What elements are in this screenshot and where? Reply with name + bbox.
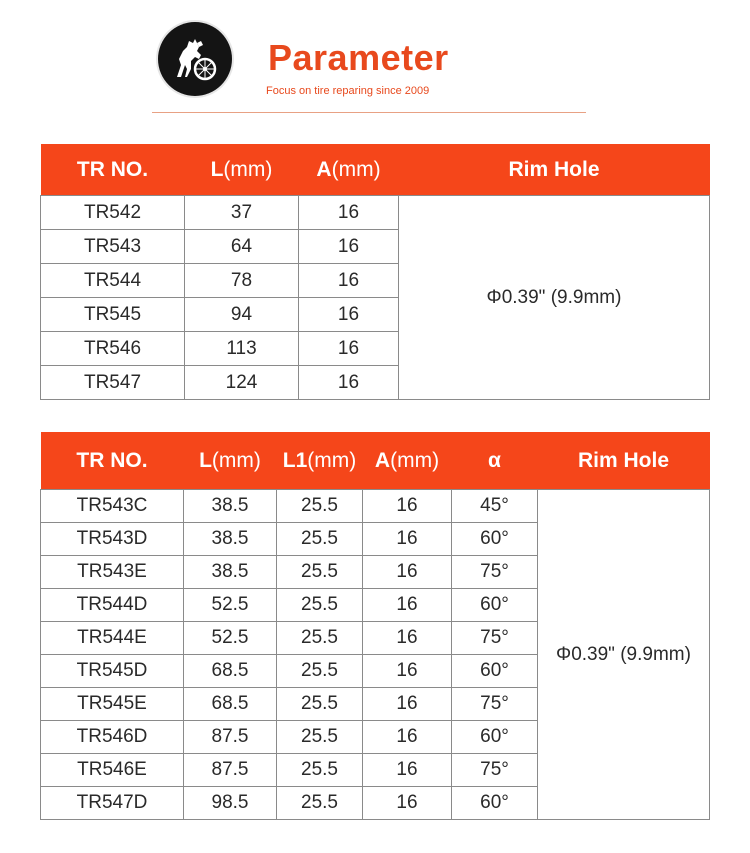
a-cell: 16 <box>363 688 452 721</box>
l1-cell: 25.5 <box>277 787 363 820</box>
a-cell: 16 <box>299 196 399 230</box>
length-cell: 87.5 <box>184 721 277 754</box>
angle-cell: 75° <box>452 754 538 787</box>
tr-no-cell: TR545D <box>41 655 184 688</box>
length-cell: 37 <box>185 196 299 230</box>
col-header-tr-no: TR NO. <box>41 432 184 490</box>
length-cell: 38.5 <box>184 556 277 589</box>
table-row <box>41 490 710 523</box>
parameter-table-2 <box>40 432 710 820</box>
angle-cell: 60° <box>452 721 538 754</box>
l1-cell: 25.5 <box>277 523 363 556</box>
length-cell: 113 <box>185 332 299 366</box>
tr-no-cell: TR543D <box>41 523 184 556</box>
col-header-length: L(mm) <box>184 432 277 490</box>
rim-hole-cell: Φ0.39" (9.9mm) <box>538 490 710 820</box>
page-header <box>0 0 750 120</box>
table-row <box>41 196 710 230</box>
l1-cell: 25.5 <box>277 622 363 655</box>
a-cell: 16 <box>363 721 452 754</box>
a-cell: 16 <box>299 264 399 298</box>
a-cell: 16 <box>299 332 399 366</box>
a-cell: 16 <box>363 622 452 655</box>
length-cell: 68.5 <box>184 688 277 721</box>
tr-no-cell: TR543 <box>41 230 185 264</box>
length-cell: 64 <box>185 230 299 264</box>
a-cell: 16 <box>299 298 399 332</box>
angle-cell: 75° <box>452 622 538 655</box>
tr-no-cell: TR542 <box>41 196 185 230</box>
l1-cell: 25.5 <box>277 655 363 688</box>
a-cell: 16 <box>299 366 399 400</box>
tr-no-cell: TR546D <box>41 721 184 754</box>
col-header-a: A(mm) <box>363 432 452 490</box>
angle-cell: 45° <box>452 490 538 523</box>
l1-cell: 25.5 <box>277 754 363 787</box>
a-cell: 16 <box>363 787 452 820</box>
l1-cell: 25.5 <box>277 688 363 721</box>
l1-cell: 25.5 <box>277 589 363 622</box>
col-header-length: L(mm) <box>185 144 299 196</box>
length-cell: 87.5 <box>184 754 277 787</box>
col-header-l1: L1(mm) <box>277 432 363 490</box>
angle-cell: 60° <box>452 523 538 556</box>
a-cell: 16 <box>363 589 452 622</box>
length-cell: 94 <box>185 298 299 332</box>
tr-no-cell: TR546E <box>41 754 184 787</box>
tr-no-cell: TR544E <box>41 622 184 655</box>
angle-cell: 60° <box>452 655 538 688</box>
length-cell: 38.5 <box>184 523 277 556</box>
angle-cell: 60° <box>452 589 538 622</box>
a-cell: 16 <box>299 230 399 264</box>
tr-no-cell: TR544D <box>41 589 184 622</box>
col-header-rim-hole: Rim Hole <box>538 432 710 490</box>
col-header-angle: α <box>452 432 538 490</box>
a-cell: 16 <box>363 490 452 523</box>
tr-no-cell: TR543E <box>41 556 184 589</box>
l1-cell: 25.5 <box>277 556 363 589</box>
col-header-rim-hole: Rim Hole <box>399 144 710 196</box>
tr-no-cell: TR546 <box>41 332 185 366</box>
length-cell: 98.5 <box>184 787 277 820</box>
a-cell: 16 <box>363 556 452 589</box>
table-header-row <box>41 432 710 490</box>
l1-cell: 25.5 <box>277 721 363 754</box>
tr-no-cell: TR547D <box>41 787 184 820</box>
col-header-tr-no: TR NO. <box>41 144 185 196</box>
a-cell: 16 <box>363 754 452 787</box>
angle-cell: 75° <box>452 688 538 721</box>
tr-no-cell: TR547 <box>41 366 185 400</box>
a-cell: 16 <box>363 655 452 688</box>
parameter-table-1 <box>40 144 710 400</box>
table-header-row <box>41 144 710 196</box>
tr-no-cell: TR543C <box>41 490 184 523</box>
a-cell: 16 <box>363 523 452 556</box>
length-cell: 38.5 <box>184 490 277 523</box>
col-header-a: A(mm) <box>299 144 399 196</box>
tr-no-cell: TR545 <box>41 298 185 332</box>
tr-no-cell: TR544 <box>41 264 185 298</box>
length-cell: 52.5 <box>184 589 277 622</box>
page-title: Parameter <box>268 37 449 78</box>
horse-wheel-icon <box>158 22 232 96</box>
l1-cell: 25.5 <box>277 490 363 523</box>
rim-hole-cell: Φ0.39" (9.9mm) <box>399 196 710 400</box>
length-cell: 52.5 <box>184 622 277 655</box>
length-cell: 68.5 <box>184 655 277 688</box>
header-divider <box>152 112 586 113</box>
page-tagline: Focus on tire reparing since 2009 <box>266 85 430 97</box>
length-cell: 78 <box>185 264 299 298</box>
angle-cell: 75° <box>452 556 538 589</box>
tr-no-cell: TR545E <box>41 688 184 721</box>
length-cell: 124 <box>185 366 299 400</box>
angle-cell: 60° <box>452 787 538 820</box>
